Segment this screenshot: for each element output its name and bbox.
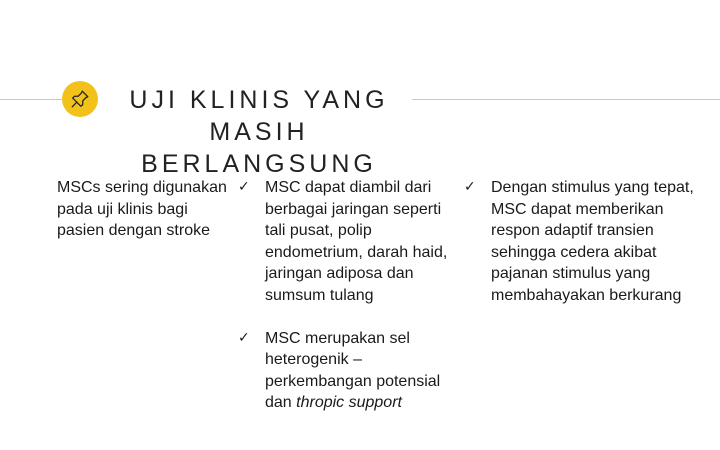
- slide-title-line-3: BERLANGSUNG: [141, 150, 377, 178]
- right-bullet-list: [464, 177, 704, 306]
- bullet-item: [238, 177, 453, 306]
- bullet-text: Dengan stimulus yang tepat, MSC dapat memberikan respon adaptif transien sehingga cedera akibat pajanan stimulus yang membahayakan berkurang: [491, 179, 694, 304]
- check-icon: ✓: [238, 179, 250, 195]
- bullet-item: [464, 177, 704, 306]
- pushpin-icon: [62, 81, 98, 117]
- header-rule-left: [0, 99, 62, 100]
- bullet-item: [238, 328, 453, 414]
- bullet-text: MSC merupakan sel heterogenik – perkembangan potensial dan: [265, 329, 441, 411]
- slide-title-line-1: UJI KLINIS YANG: [129, 86, 389, 114]
- slide-title-line-2: MASIH: [209, 118, 309, 146]
- left-column-text: MSCs sering digunakan pada uji klinis bagi pasien dengan stroke: [57, 179, 227, 239]
- check-icon: ✓: [464, 179, 476, 195]
- header-rule-right: [412, 99, 720, 100]
- bullet-text: MSC dapat diambil dari berbagai jaringan seperti tali pusat, polip endometrium, darah haid, jaringan adiposa dan sumsum tulang: [265, 179, 448, 304]
- middle-bullet-list: [238, 177, 453, 414]
- check-icon: ✓: [238, 329, 250, 346]
- bullet-italic-text: thropic support: [296, 394, 402, 411]
- slide-title: [98, 84, 420, 180]
